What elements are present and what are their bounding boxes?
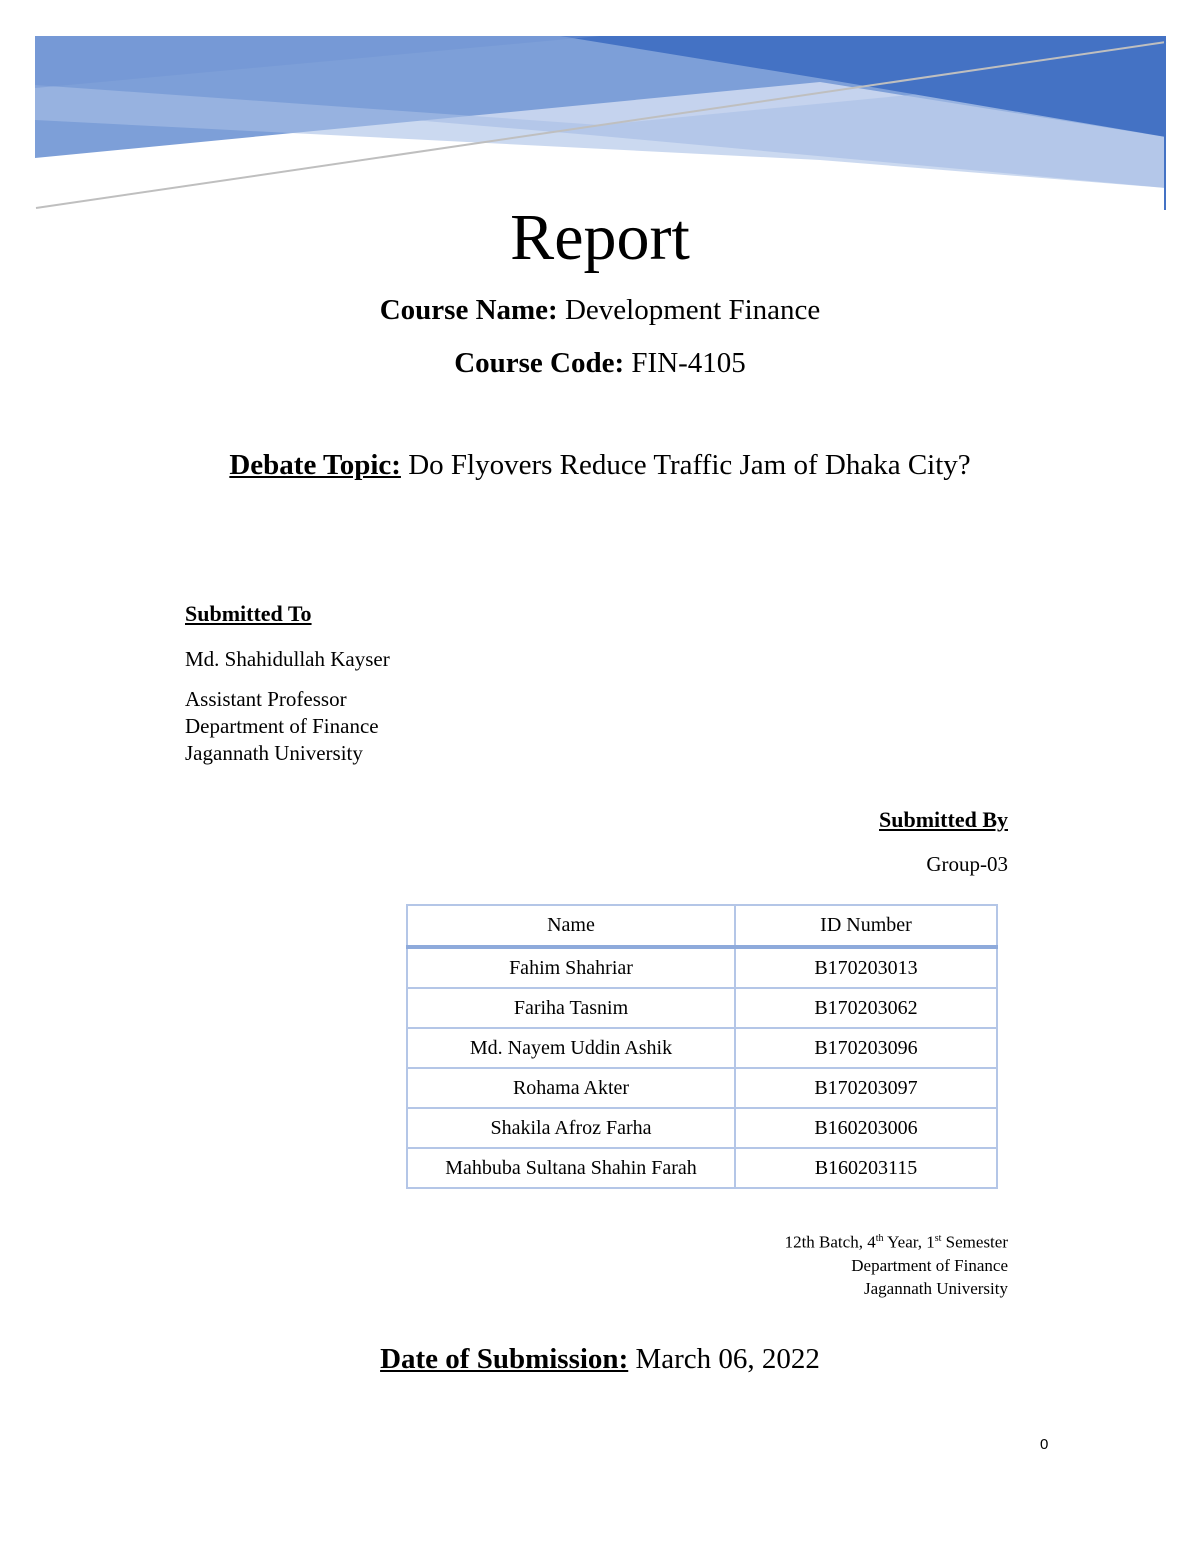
batch-text: 12th Batch, 4 [784,1232,876,1252]
member-id: B160203115 [735,1148,997,1188]
page-number: 0 [1040,1436,1049,1453]
table-header-name: Name [407,905,735,947]
course-name-value: Development Finance [564,294,821,326]
submitted-to-department: Department of Finance [185,714,379,738]
batch-line [785,1227,1008,1254]
table-row [407,988,997,1028]
course-code [0,345,1200,381]
member-name: Shakila Afroz Farha [407,1108,735,1148]
header-banner [0,0,1200,230]
table-row [407,1108,997,1148]
submitted-by-group: Group-03 [926,852,1008,876]
members-table [406,904,998,1189]
course-code-label: Course Code: [454,347,625,379]
table-header-id: ID Number [735,905,997,947]
submitted-to-title: Assistant Professor [185,687,347,711]
debate-topic [0,447,1200,483]
table-row [407,947,997,988]
course-name [0,292,1200,328]
batch-department: Department of Finance [851,1255,1008,1275]
table-row [407,1068,997,1108]
member-name: Md. Nayem Uddin Ashik [407,1028,735,1068]
semester-text: Semester [941,1232,1008,1252]
submission-date [0,1341,1200,1377]
submitted-to-university: Jagannath University [185,741,363,765]
course-name-label: Course Name: [379,294,558,326]
member-id: B170203062 [735,988,997,1028]
year-text: Year, 1 [883,1232,935,1252]
member-name: Fariha Tasnim [407,988,735,1028]
member-id: B170203013 [735,947,997,988]
table-row [407,1148,997,1188]
submission-date-label: Date of Submission: [380,1343,629,1375]
table-header-row [407,905,997,947]
submission-date-value: March 06, 2022 [635,1343,820,1375]
batch-university: Jagannath University [864,1278,1008,1298]
member-name: Rohama Akter [407,1068,735,1108]
member-id: B170203097 [735,1068,997,1108]
semester-superscript: st [934,1233,942,1244]
submitted-to-heading: Submitted To [185,601,312,626]
table-row [407,1028,997,1068]
member-id: B170203096 [735,1028,997,1068]
member-id: B160203006 [735,1108,997,1148]
debate-topic-label: Debate Topic: [229,449,401,481]
report-title: Report [510,201,690,274]
submitted-to-name: Md. Shahidullah Kayser [185,647,390,671]
year-superscript: th [875,1233,884,1244]
course-code-value: FIN-4105 [631,347,746,379]
debate-topic-value: Do Flyovers Reduce Traffic Jam of Dhaka City? [408,449,971,481]
submitted-by-heading: Submitted By [879,807,1008,832]
submitted-to-role [185,686,379,767]
member-name: Fahim Shahriar [407,947,735,988]
batch-info [785,1227,1008,1300]
member-name: Mahbuba Sultana Shahin Farah [407,1148,735,1188]
